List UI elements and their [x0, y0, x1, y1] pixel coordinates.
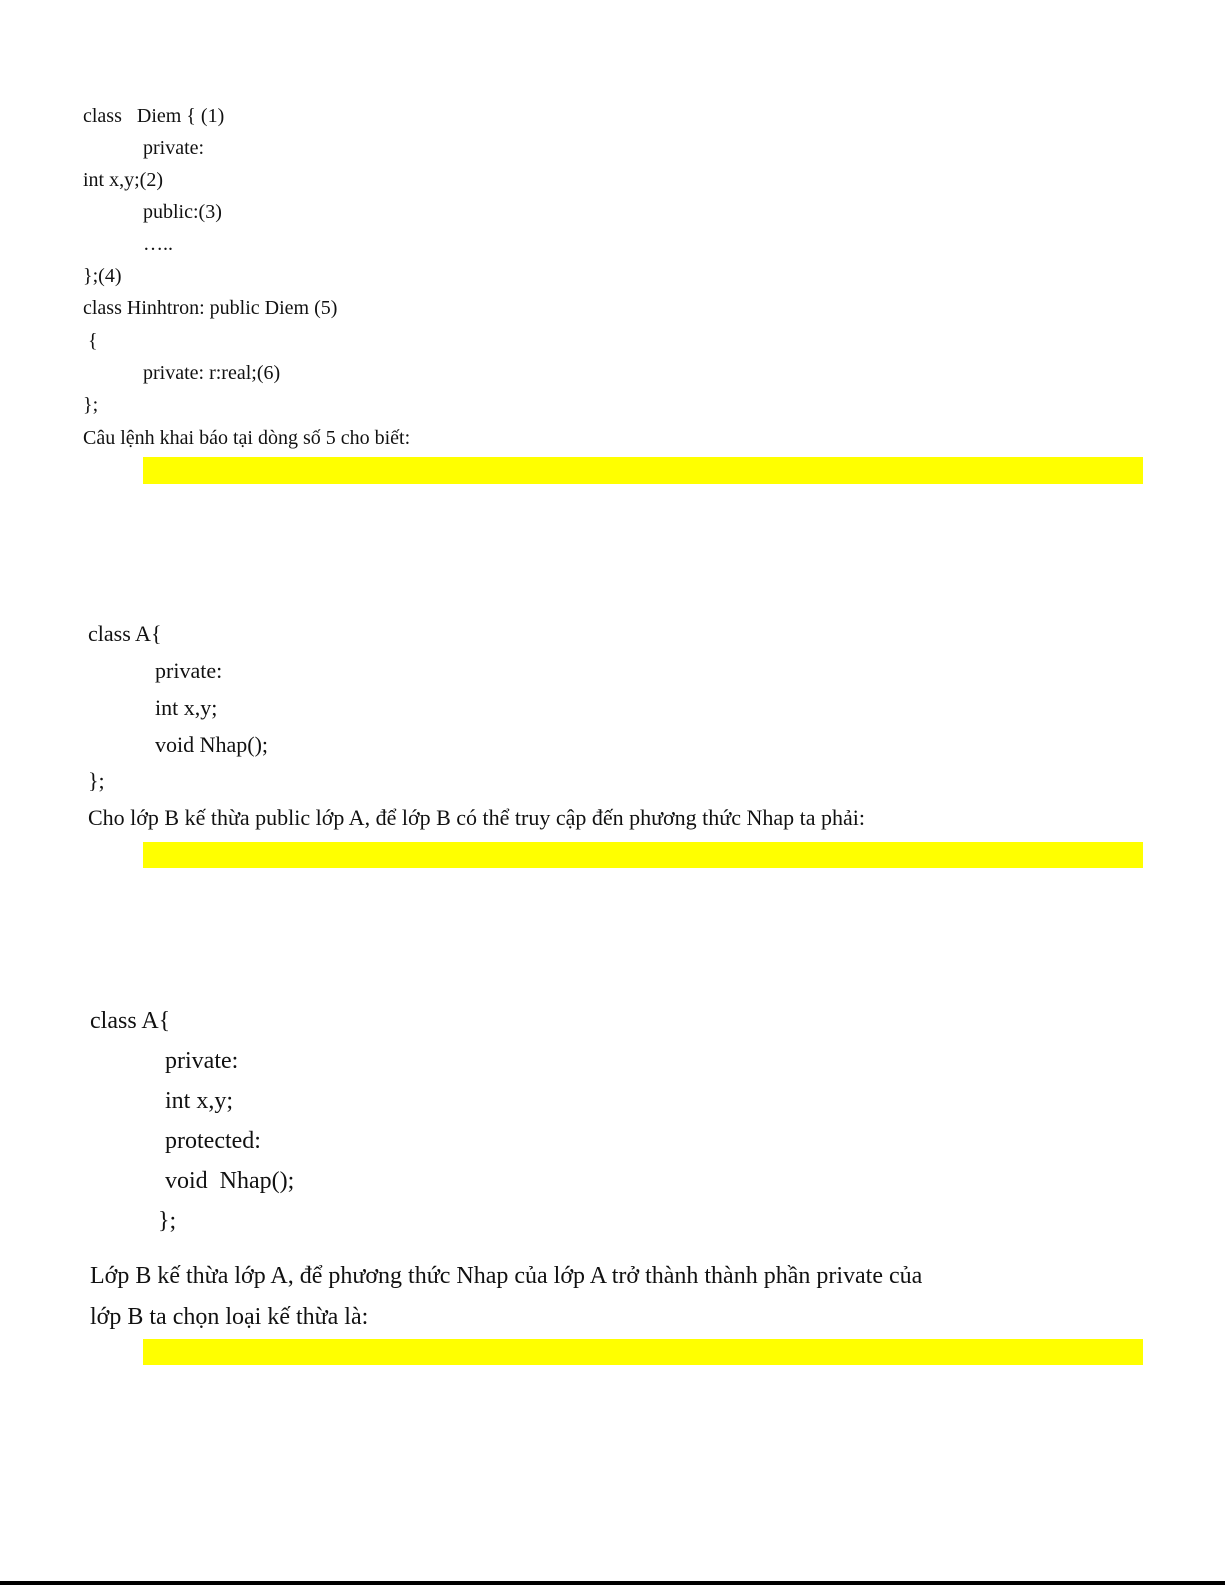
code-line: int x,y;: [155, 695, 218, 720]
code-line: class A{: [88, 621, 162, 646]
code-line: void Nhap();: [155, 732, 269, 757]
code-line: {: [83, 330, 98, 352]
code-line: private:: [155, 658, 223, 683]
code-line: };: [83, 394, 99, 416]
answer-highlight-bar: [143, 842, 1143, 868]
code-line: private:: [165, 1048, 239, 1074]
question-prompt: Lớp B kế thừa lớp A, để phương thức Nhap của lớp A trở thành thành phần private của: [90, 1263, 923, 1289]
code-line: int x,y;: [165, 1088, 234, 1114]
question-prompt: Câu lệnh khai báo tại dòng số 5 cho biết:: [83, 427, 411, 449]
question-prompt: lớp B ta chọn loại kế thừa là:: [90, 1304, 369, 1330]
answer-highlight-bar: [143, 1339, 1143, 1365]
code-line: class Diem { (1): [83, 105, 225, 127]
code-line: public:(3): [143, 201, 222, 223]
answer-highlight-bar: [143, 457, 1143, 484]
code-line: …..: [143, 233, 173, 255]
page-bottom-border: [0, 1581, 1225, 1585]
code-line: private: r:real;(6): [143, 362, 281, 384]
code-line: protected:: [165, 1128, 261, 1154]
code-line: private:: [143, 137, 205, 159]
code-line: class Hinhtron: public Diem (5): [83, 297, 338, 319]
code-line: };: [88, 768, 105, 793]
code-line: class A{: [90, 1008, 171, 1034]
code-line: void Nhap();: [165, 1168, 295, 1194]
code-line: int x,y;(2): [83, 169, 163, 191]
code-line: };(4): [83, 265, 122, 287]
code-line: };: [158, 1208, 177, 1234]
question-prompt: Cho lớp B kế thừa public lớp A, để lớp B có thể truy cập đến phương thức Nhap ta phải:: [88, 805, 866, 830]
